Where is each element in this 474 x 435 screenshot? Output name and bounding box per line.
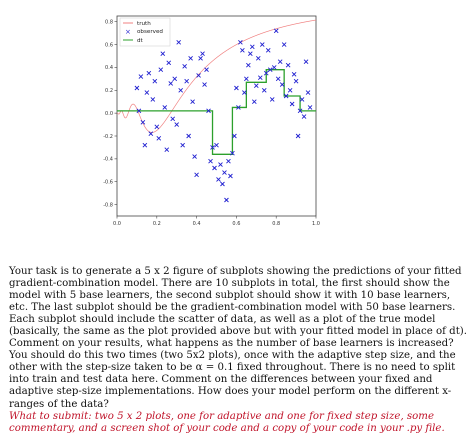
y-tick-label: 0.6 xyxy=(105,42,113,49)
y-tick-label: 0.0 xyxy=(105,110,113,117)
legend-label-truth: truth xyxy=(137,21,151,27)
x-tick-label: 0.2 xyxy=(152,221,161,227)
task-paragraph: Your task is to generate a 5 x 2 figure of subplots showing the predictions of your fitted gradient-combination model. There are 10 subplots in total, the first should show the model with 5 base learners, the second subplot should show it with 10 base learners, etc. The last subplot should be the gradient-combination model with 50 base learners. Each subplot should include the scatter of data, as well as a plot of the true model (basically, the same as the plot provided above but with your fitted model in place of dt). Comment on your results, what happens as the number of base learners is increased? You should do this two times (two 5x2 plots), once with the adaptive step size, and the other with the step-size taken to be α = 0.1 fixed throughout. There is no need to split into train and test data here. Comment on the differences between your fixed and adaptive step-size implementations. How does your model perform on the different x-ranges of the data? xyxy=(9,266,467,410)
x-tick-label: 1.0 xyxy=(312,221,320,227)
assignment-text xyxy=(9,266,468,435)
legend-label-dt: dt xyxy=(137,38,143,44)
y-tick-label: 0.4 xyxy=(105,65,113,72)
y-tick-label: 0.8 xyxy=(105,19,113,26)
y-axis xyxy=(103,20,117,209)
x-tick-label: 0.4 xyxy=(192,221,201,227)
x-tick-label: 0.0 xyxy=(113,221,121,227)
y-tick-label: -0.6 xyxy=(103,179,113,186)
x-axis xyxy=(113,216,320,227)
legend-marker-observed: × xyxy=(125,28,131,36)
y-tick-label: -0.2 xyxy=(103,133,113,140)
submit-instructions: What to submit: two 5 x 2 plots, one for adaptive and one for fixed step size, some commentary, and a screen shot of your code and a copy of your code in your .py file. xyxy=(9,410,445,434)
x-tick-label: 0.8 xyxy=(272,221,281,227)
y-tick-label: 0.2 xyxy=(105,88,113,95)
x-tick-label: 0.6 xyxy=(232,221,241,227)
y-tick-label: -0.8 xyxy=(103,202,113,209)
legend xyxy=(120,18,170,46)
legend-label-observed: observed xyxy=(137,29,163,35)
y-tick-label: -0.4 xyxy=(103,156,113,163)
